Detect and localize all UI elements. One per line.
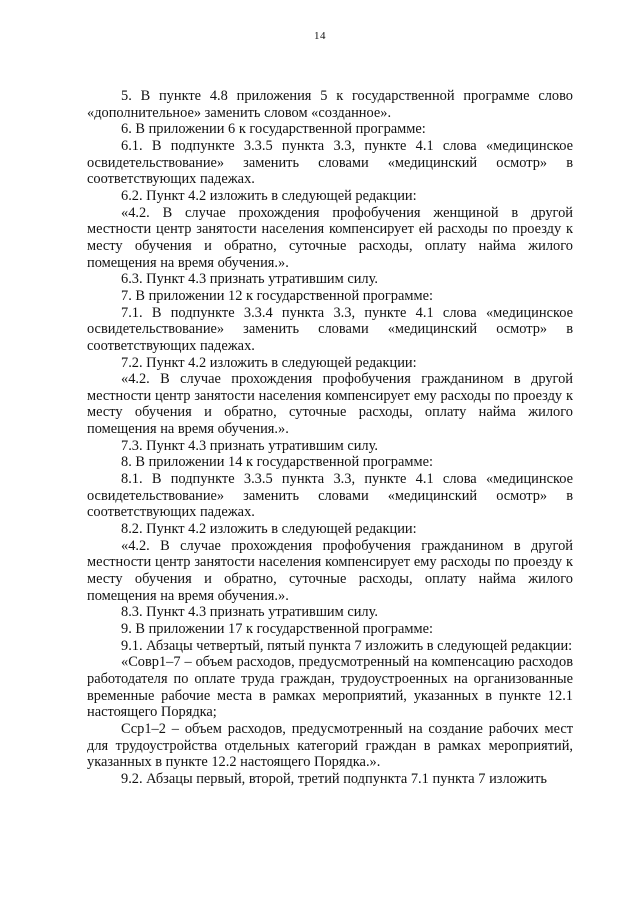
paragraph-9-1-ssr: Сср1–2 – объем расходов, предусмотренный на создание рабочих мест для трудоустройства отдельных категорий граждан в рамках мероприятий, указанных в пункте 12.2 настоящего Порядка.». [87, 720, 573, 771]
paragraph-7-2: 7.2. Пункт 4.2 изложить в следующей редакции: [121, 354, 417, 371]
paragraph-8: 8. В приложении 14 к государственной программе: [121, 454, 433, 471]
paragraph-6-2: 6.2. Пункт 4.2 изложить в следующей редакции: [121, 187, 417, 204]
page-number: 14 [314, 30, 326, 42]
paragraph-8-2-quote: «4.2. В случае прохождения профобучения гражданином в другой местности центр занятости населения компенсирует ему расходы по проезду к месту обучения и обратно, суточные расходы, оплату найма жилого помещения на время обучения.». [87, 537, 573, 604]
paragraph-9: 9. В приложении 17 к государственной программе: [121, 621, 433, 637]
document-body [87, 88, 573, 788]
paragraph-6: 6. В приложении 6 к государственной программе: [121, 121, 426, 138]
paragraph-7: 7. В приложении 12 к государственной программе: [121, 287, 433, 304]
paragraph-9-2: 9.2. Абзацы первый, второй, третий подпункта 7.1 пункта 7 изложить [121, 770, 547, 787]
paragraph-7-1: 7.1. В подпункте 3.3.4 пункта 3.3, пункте 4.1 слова «медицинское освидетельствование» заменить словами «медицинский осмотр» в соответствующих падежах. [87, 304, 573, 354]
paragraph-6-1: 6.1. В подпункте 3.3.5 пункта 3.3, пункте 4.1 слова «медицинское освидетельствование» заменить словами «медицинский осмотр» в соответствующих падежах. [87, 137, 573, 188]
paragraph-8-1: 8.1. В подпункте 3.3.5 пункта 3.3, пункте 4.1 слова «медицинское освидетельствование» заменить словами «медицинский осмотр» в соответствующих падежах. [87, 471, 573, 521]
paragraph-8-2: 8.2. Пункт 4.2 изложить в следующей редакции: [121, 521, 417, 538]
paragraph-5: 5. В пункте 4.8 приложения 5 к государственной программе слово «дополнительное» заменить словом «созданное». [87, 88, 573, 121]
paragraph-9-1: 9.1. Абзацы четвертый, пятый пункта 7 изложить в следующей редакции: [121, 637, 573, 654]
paragraph-8-3: 8.3. Пункт 4.3 признать утратившим силу. [121, 604, 378, 621]
paragraph-9-1-sovr: «Совр1–7 – объем расходов, предусмотренный на компенсацию расходов работодателя по оплате труда граждан, трудоустроенных на организованные временные рабочие места в рамках мероприятий, указанных в пункте 12.1 настоящего Порядка; [87, 654, 573, 721]
paragraph-6-2-quote: «4.2. В случае прохождения профобучения женщиной в другой местности центр занятости населения компенсирует ей расходы по проезду к месту обучения и обратно, суточные расходы, оплату найма жилого помещения на время обучения.». [87, 204, 573, 271]
paragraph-7-3: 7.3. Пункт 4.3 признать утратившим силу. [121, 437, 378, 454]
paragraph-7-2-quote: «4.2. В случае прохождения профобучения гражданином в другой местности центр занятости населения компенсирует ему расходы по проезду к месту обучения и обратно, суточные расходы, оплату найма жилого помещения на время обучения.». [87, 371, 573, 438]
paragraph-6-3: 6.3. Пункт 4.3 признать утратившим силу. [121, 271, 378, 288]
